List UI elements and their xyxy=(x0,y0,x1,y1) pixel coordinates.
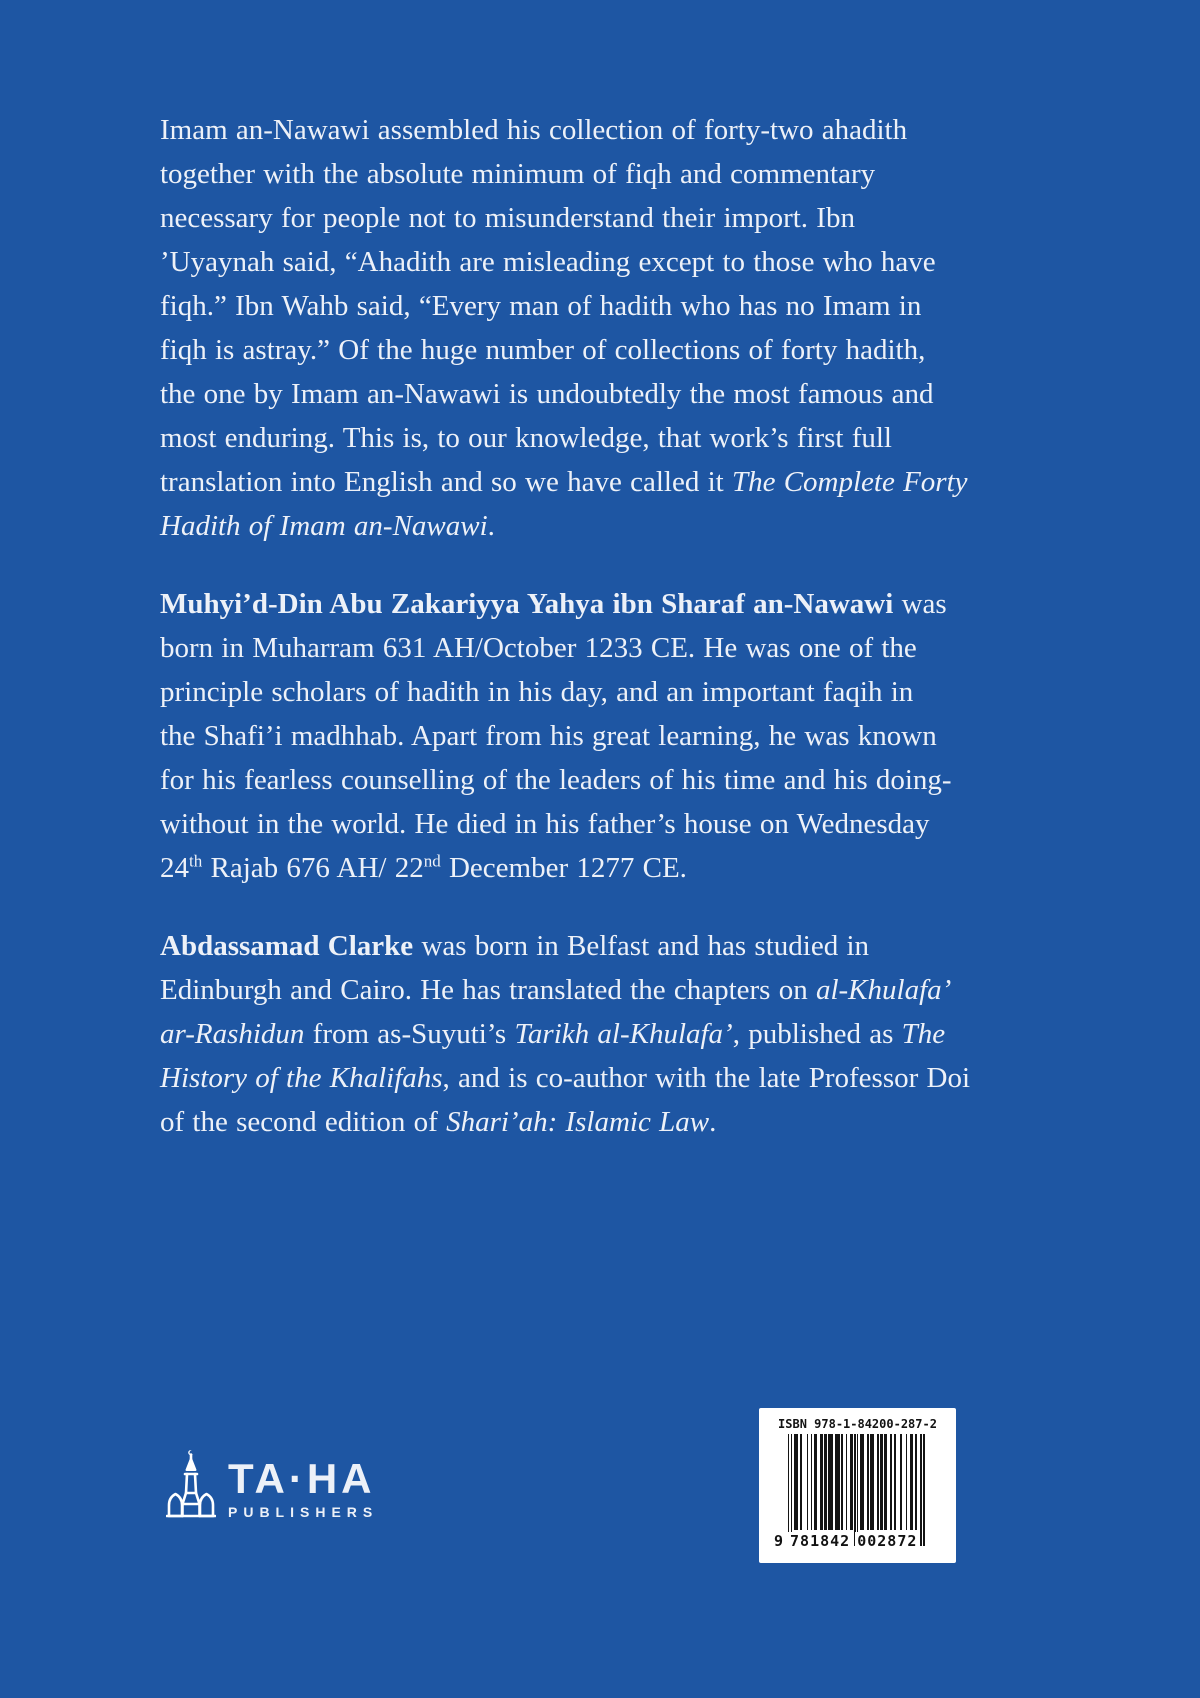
text-line xyxy=(160,108,990,152)
text-line xyxy=(160,714,990,758)
text-segment: Shari’ah: Islamic Law xyxy=(446,1106,710,1138)
text-line xyxy=(160,460,990,504)
text-segment: , published as xyxy=(732,1018,902,1050)
text-segment: the Shafi’i madhhab. Apart from his great learning, he was known xyxy=(160,720,937,752)
barcode-digit-group: 781842 xyxy=(790,1532,851,1550)
minaret-mosque-icon xyxy=(166,1446,216,1522)
publisher-name: TA·HA xyxy=(228,1455,376,1502)
text-segment: ’Uyaynah said, “Ahadith are misleading except to those who have xyxy=(160,246,936,278)
text-segment: . xyxy=(709,1106,717,1138)
text-segment: Hadith of Imam an-Nawawi xyxy=(160,510,488,542)
publisher-logo-text xyxy=(228,1455,379,1522)
text-segment: nd xyxy=(423,851,441,871)
text-line xyxy=(160,196,990,240)
text-line xyxy=(160,1012,990,1056)
text-segment: Rajab 676 AH/ 22 xyxy=(202,852,424,884)
text-line xyxy=(160,846,990,890)
text-segment: The Complete Forty xyxy=(731,466,968,498)
barcode-digit-group: 9 xyxy=(774,1532,784,1550)
barcode-digits xyxy=(774,1530,919,1550)
text-segment: Imam an-Nawawi assembled his collection of forty-two ahadith xyxy=(160,114,908,146)
text-segment: ar-Rashidun xyxy=(160,1018,305,1050)
text-segment: necessary for people not to misunderstand their import. Ibn xyxy=(160,202,855,234)
isbn-label: ISBN 978-1-84200-287-2 xyxy=(778,1417,937,1431)
text-segment: th xyxy=(189,851,203,871)
text-line xyxy=(160,284,990,328)
paragraph xyxy=(160,582,990,890)
text-segment: Tarikh al-Khulafa’ xyxy=(514,1018,733,1050)
text-segment: together with the absolute minimum of fiqh and commentary xyxy=(160,158,876,190)
text-segment: Muhyi’d-Din Abu Zakariyya Yahya ibn Sharaf an-Nawawi xyxy=(160,588,894,620)
text-line xyxy=(160,802,990,846)
text-segment: born in Muharram 631 AH/October 1233 CE. He was one of the xyxy=(160,632,917,664)
text-segment: for his fearless counselling of the leaders of his time and his doing- xyxy=(160,764,952,796)
text-line xyxy=(160,1056,990,1100)
text-segment: al-Khulafa’ xyxy=(815,974,952,1006)
text-line xyxy=(160,582,990,626)
isbn-barcode xyxy=(759,1408,956,1563)
text-line xyxy=(160,372,990,416)
text-line xyxy=(160,152,990,196)
text-segment: fiqh.” Ibn Wahb said, “Every man of hadith who has no Imam in xyxy=(160,290,922,322)
text-line xyxy=(160,416,990,460)
text-segment: Abdassamad Clarke xyxy=(160,930,414,962)
back-cover-text xyxy=(160,108,990,1178)
paragraph xyxy=(160,924,990,1144)
text-line xyxy=(160,758,990,802)
text-line xyxy=(160,1100,990,1144)
text-segment: from as-Suyuti’s xyxy=(304,1018,515,1050)
barcode-digit-group: 002872 xyxy=(857,1532,918,1550)
text-segment: was born in Belfast and has studied in xyxy=(413,930,870,962)
text-line xyxy=(160,924,990,968)
text-line xyxy=(160,670,990,714)
text-segment: The xyxy=(901,1018,946,1050)
text-segment: most enduring. This is, to our knowledge, that work’s first full xyxy=(160,422,892,454)
text-line xyxy=(160,626,990,670)
publisher-subtitle: PUBLISHERS xyxy=(228,1504,379,1520)
text-segment: History of the Khalifahs xyxy=(160,1062,443,1094)
publisher-logo xyxy=(166,1446,378,1522)
text-segment: . xyxy=(487,510,495,542)
text-line xyxy=(160,504,990,548)
text-segment: without in the world. He died in his father’s house on Wednesday xyxy=(160,808,930,840)
barcode-bars-area xyxy=(774,1434,941,1550)
text-line xyxy=(160,240,990,284)
text-line xyxy=(160,328,990,372)
text-segment: of the second edition of xyxy=(160,1106,447,1138)
barcode-bar xyxy=(923,1434,924,1546)
text-line xyxy=(160,968,990,1012)
text-segment: 24 xyxy=(160,852,189,884)
text-segment: principle scholars of hadith in his day, and an important faqih in xyxy=(160,676,914,708)
text-segment: , and is co-author with the late Professor Doi xyxy=(442,1062,971,1094)
text-segment: December 1277 CE. xyxy=(440,852,687,884)
paragraph xyxy=(160,108,990,548)
text-segment: Edinburgh and Cairo. He has translated the chapters on xyxy=(160,974,816,1006)
text-segment: translation into English and so we have called it xyxy=(160,466,732,498)
text-segment: was xyxy=(893,588,947,620)
text-segment: fiqh is astray.” Of the huge number of collections of forty hadith, xyxy=(160,334,926,366)
text-segment: the one by Imam an-Nawawi is undoubtedly the most famous and xyxy=(160,378,934,410)
